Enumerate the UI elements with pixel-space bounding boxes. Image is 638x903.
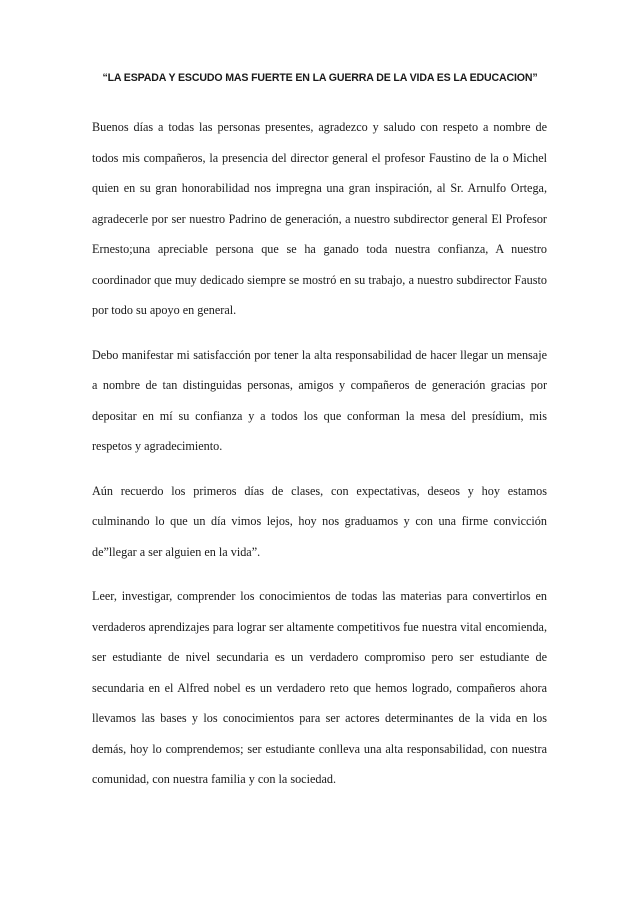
paragraph-greeting: Buenos días a todas las personas presentes, agradezco y saludo con respeto a nombre de todos mis compañeros, la presencia del director general el profesor Faustino de la o Michel quien en su gran honorabilidad nos impregna una gran inspiración, al Sr. Arnulfo Ortega, agradecerle por ser nuestro Padrino de generación, a nuestro subdirector general El Profesor Ernesto;una apreciable persona que se ha ganado toda nuestra confianza, A nuestro coordinador que muy dedicado siempre se mostró en su trabajo, a nuestro subdirector Fausto por todo su apoyo en general. <box>92 120 547 317</box>
document-title: “LA ESPADA Y ESCUDO MAS FUERTE EN LA GUERRA DE LA VIDA ES LA EDUCACION” <box>102 72 538 84</box>
paragraph-memories: Aún recuerdo los primeros días de clases, con expectativas, deseos y hoy estamos culminando lo que un día vimos lejos, hoy nos graduamos y con una firme convicción de”llegar a ser alguien en la vida”. <box>92 483 547 559</box>
paragraph-satisfaction: Debo manifestar mi satisfacción por tener la alta responsabilidad de hacer llegar un mensaje a nombre de tan distinguidas personas, amigos y compañeros de generación gracias por depositar en mí su confianza y a todos los que conforman la mesa del presídium, mis respetos y agradecimiento. <box>92 347 547 453</box>
paragraph-learning: Leer, investigar, comprender los conocimientos de todas las materias para convertirlos en verdaderos aprendizajes para lograr ser altamente competitivos fue nuestra vital encomienda, ser estudiante de nivel secundaria es un verdadero compromiso pero ser estudiante de secundaria en el Alfred nobel es un verdadero reto que hemos logrado, compañeros ahora llevamos las bases y los conocimientos para ser actores determinantes de la vida en los demás, hoy lo comprendemos; ser estudiante conlleva una alta responsabilidad, con nuestra comunidad, con nuestra familia y con la sociedad. <box>92 589 547 786</box>
document-body <box>92 112 547 809</box>
